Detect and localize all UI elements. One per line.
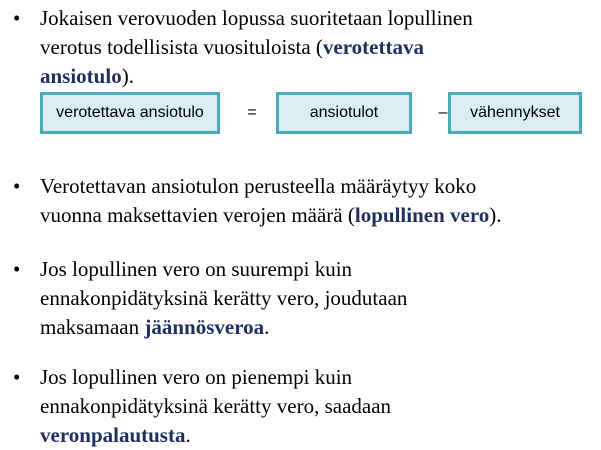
- bullet-dot: •: [13, 257, 21, 281]
- bullet-jaannosvero: [13, 255, 580, 342]
- formula-box-ansiotulot: ansiotulot: [276, 92, 412, 134]
- formula-minus: –: [438, 104, 448, 121]
- text-run: Verotettavan ansiotulon perusteella määräytyy koko: [40, 174, 477, 198]
- highlight-term: jäännösveroa: [144, 315, 265, 339]
- bullet-text: [40, 255, 580, 342]
- formula: [40, 92, 585, 138]
- bullet-verotus: [13, 4, 580, 91]
- bullet-dot: •: [13, 174, 21, 198]
- bullet-line: [40, 172, 580, 201]
- bullet-line: [40, 421, 580, 450]
- bullet-dot: •: [13, 365, 21, 389]
- bullet-line: [40, 33, 580, 62]
- text-run: vuonna maksettavien verojen määrä (: [40, 203, 355, 227]
- highlight-term: verotettava: [322, 35, 424, 59]
- bullet-line: [40, 201, 580, 230]
- highlight-term: lopullinen vero: [354, 203, 490, 227]
- text-run: ).: [121, 64, 134, 88]
- bullet-text: [40, 363, 580, 450]
- bullet-line: [40, 62, 580, 91]
- bullet-text: [40, 4, 580, 91]
- formula-box-vahennykset: vähennykset: [448, 92, 582, 134]
- bullet-dot: •: [13, 6, 21, 30]
- bullet-line: [40, 284, 580, 313]
- text-run: maksamaan: [40, 315, 145, 339]
- text-run: ennakonpidätyksinä kerätty vero, saadaan: [40, 394, 392, 418]
- text-run: verotus todellisista vuosituloista (: [40, 35, 323, 59]
- text-run: Jos lopullinen vero on suurempi kuin: [40, 257, 353, 281]
- bullet-veronpalautus: [13, 363, 580, 450]
- text-run: ennakonpidätyksinä kerätty vero, joudutaan: [40, 286, 408, 310]
- formula-box-verotettava-ansiotulo: verotettava ansiotulo: [40, 92, 220, 134]
- highlight-term: veronpalautusta: [40, 423, 186, 447]
- bullet-lopullinen-vero: [13, 172, 580, 230]
- text-run: Jokaisen verovuoden lopussa suoritetaan lopullinen: [40, 6, 473, 30]
- text-run: Jos lopullinen vero on pienempi kuin: [40, 365, 353, 389]
- bullet-line: [40, 255, 580, 284]
- bullet-line: [40, 392, 580, 421]
- bullet-text: [40, 172, 580, 230]
- bullet-line: [40, 4, 580, 33]
- highlight-term: ansiotulo: [40, 64, 122, 88]
- text-run: ).: [489, 203, 502, 227]
- text-run: .: [264, 315, 270, 339]
- formula-equals: =: [247, 104, 257, 121]
- bullet-line: [40, 313, 580, 342]
- text-run: .: [185, 423, 191, 447]
- bullet-line: [40, 363, 580, 392]
